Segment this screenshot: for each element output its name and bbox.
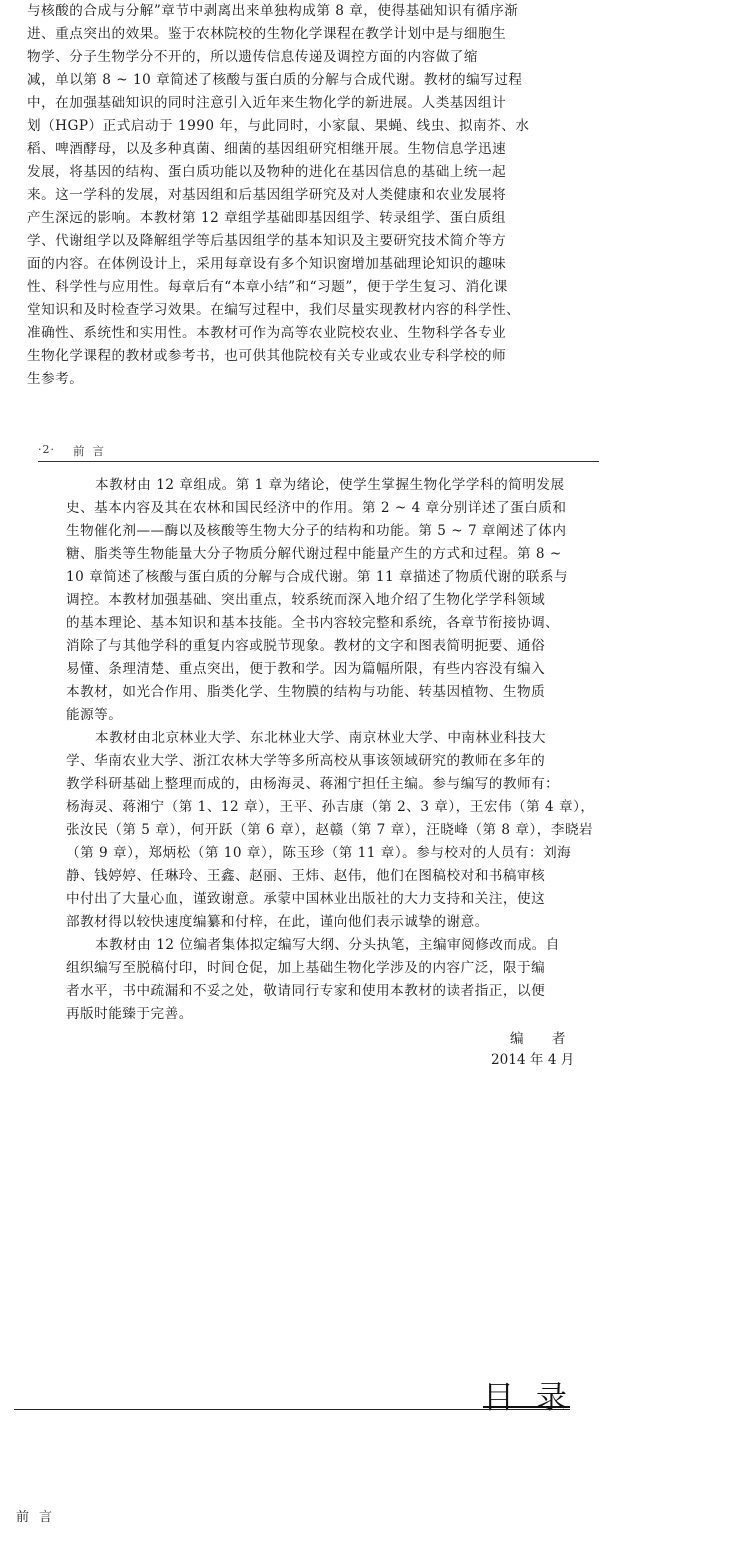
text-line: 糖、脂类等生物能量大分子物质分解代谢过程中能量产生的方式和过程。第 8 ~ <box>66 546 562 562</box>
preface-body <box>66 474 606 1026</box>
text-line: 教学科研基础上整理而成的，由杨海灵、蒋湘宁担任主编。参与编写的教师有： <box>66 776 560 792</box>
text-line: 发展，将基因的结构、蛋白质功能以及物种的进化在基因信息的基础上统一起 <box>27 164 507 180</box>
text-line: 10 章简述了核酸与蛋白质的分解与合成代谢。第 11 章描述了物质代谢的联系与 <box>66 569 569 585</box>
toc-title-underline <box>483 1406 570 1408</box>
signature-author: 编 者 <box>510 1031 578 1047</box>
text-line: 张汝民（第 5 章），何开跃（第 6 章），赵赣（第 7 章），汪晓峰（第 8 章），李晓岩 <box>66 822 594 838</box>
running-header-title: 前言 <box>73 444 112 458</box>
text-line: 本教材由 12 位编者集体拟定编写大纲、分头执笔，主编审阅修改而成。自 <box>95 937 560 953</box>
text-line: 静、钱婷婷、任琳玲、王鑫、赵丽、王炜、赵伟，他们在图稿校对和书稿审核 <box>66 868 546 884</box>
text-line: 能源等。 <box>66 707 123 723</box>
text-line: 生参考。 <box>27 371 84 387</box>
text-line: 本教材由北京林业大学、东北林业大学、南京林业大学、中南林业科技大 <box>95 730 546 746</box>
text-line: 稻、啤酒酵母，以及多种真菌、细菌的基因组研究相继开展。生物信息学迅速 <box>27 141 507 157</box>
text-line: 消除了与其他学科的重复内容或脱节现象。教材的文字和图表简明扼要、通俗 <box>66 638 546 654</box>
text-line: 生物化学课程的教材或参考书，也可供其他院校有关专业或农业专科学校的师 <box>27 348 507 364</box>
text-line: 准确性、系统性和实用性。本教材可作为高等农业院校农业、生物科学各专业 <box>27 325 507 341</box>
text-line: 调控。本教材加强基础、突出重点，较系统而深入地介绍了生物化学学科领域 <box>66 592 546 608</box>
text-line: 易懂、条理清楚、重点突出，便于教和学。因为篇幅所限，有些内容没有编入 <box>66 661 546 677</box>
text-line: 划（HGP）正式启动于 1990 年，与此同时，小家鼠、果蝇、线虫、拟南芥、水 <box>27 118 530 134</box>
text-line: 学、代谢组学以及降解组学等后基因组学的基本知识及主要研究技术简介等方 <box>27 233 507 249</box>
signature-date: 2014 年 4 月 <box>491 1052 575 1068</box>
preface-continued-paragraph <box>27 0 567 391</box>
text-line: 学、华南农业大学、浙江农林大学等多所高校从事该领域研究的教师在多年的 <box>66 753 546 769</box>
text-line: 本教材，如光合作用、脂类化学、生物膜的结构与功能、转基因植物、生物质 <box>66 684 546 700</box>
text-line: 性、科学性与应用性。每章后有“本章小结”和“习题”，便于学生复习、消化课 <box>27 279 508 295</box>
text-line: 生物催化剂——酶以及核酸等生物大分子的结构和功能。第 5 ~ 7 章阐述了体内 <box>66 523 567 539</box>
text-line: 面的内容。在体例设计上，采用每章设有多个知识窗增加基础理论知识的趣味 <box>27 256 507 272</box>
text-line: 物学、分子生物学分不开的，所以遗传信息传递及调控方面的内容做了缩 <box>27 49 478 65</box>
page-number: ·2· <box>38 443 55 456</box>
text-line: 进、重点突出的效果。鉴于农林院校的生物化学课程在教学计划中是与细胞生 <box>27 26 507 42</box>
text-line: 者水平，书中疏漏和不妥之处，敬请同行专家和使用本教材的读者指正，以便 <box>66 983 546 999</box>
text-line: 来。这一学科的发展，对基因组和后基因组学研究及对人类健康和农业发展将 <box>27 187 507 203</box>
text-line: （第 9 章），郑炳松（第 10 章），陈玉珍（第 11 章）。参与校对的人员有：刘海 <box>66 845 572 861</box>
text-line: 组织编写至脱稿付印，时间仓促，加上基础生物化学涉及的内容广泛，限于编 <box>66 960 546 976</box>
running-header <box>38 443 599 462</box>
toc-title: 目录 <box>483 1380 589 1416</box>
text-line: 史、基本内容及其在农林和国民经济中的作用。第 2 ~ 4 章分别详述了蛋白质和 <box>66 500 567 516</box>
toc-rule <box>14 1409 570 1410</box>
text-line: 杨海灵、蒋湘宁（第 1、12 章），王平、孙吉康（第 2、3 章），王宏伟（第 4 章）， <box>66 799 595 815</box>
toc-entry-preface[interactable]: 前言 <box>16 1510 63 1525</box>
text-line: 的基本理论、基本知识和基本技能。全书内容较完整和系统，各章节衔接协调、 <box>66 615 560 631</box>
text-line: 产生深远的影响。本教材第 12 章组学基础即基因组学、转录组学、蛋白质组 <box>27 210 506 226</box>
text-line: 中付出了大量心血，谨致谢意。承蒙中国林业出版社的大力支持和关注，使这 <box>66 891 546 907</box>
text-line: 本教材由 12 章组成。第 1 章为绪论，使学生掌握生物化学学科的简明发展 <box>95 477 565 493</box>
text-line: 堂知识和及时检查学习效果。在编写过程中，我们尽量实现教材内容的科学性、 <box>27 302 521 318</box>
text-line: 中，在加强基础知识的同时注意引入近年来生物化学的新进展。人类基因组计 <box>27 95 507 111</box>
text-line: 再版时能臻于完善。 <box>66 1006 193 1022</box>
text-line: 与核酸的合成与分解”章节中剥离出来单独构成第 8 章，使得基础知识有循序渐 <box>27 3 519 19</box>
text-line: 部教材得以较快速度编纂和付梓，在此，谨向他们表示诚挚的谢意。 <box>66 914 489 930</box>
text-line: 减，单以第 8 ~ 10 章简述了核酸与蛋白质的分解与合成代谢。教材的编写过程 <box>27 72 523 88</box>
